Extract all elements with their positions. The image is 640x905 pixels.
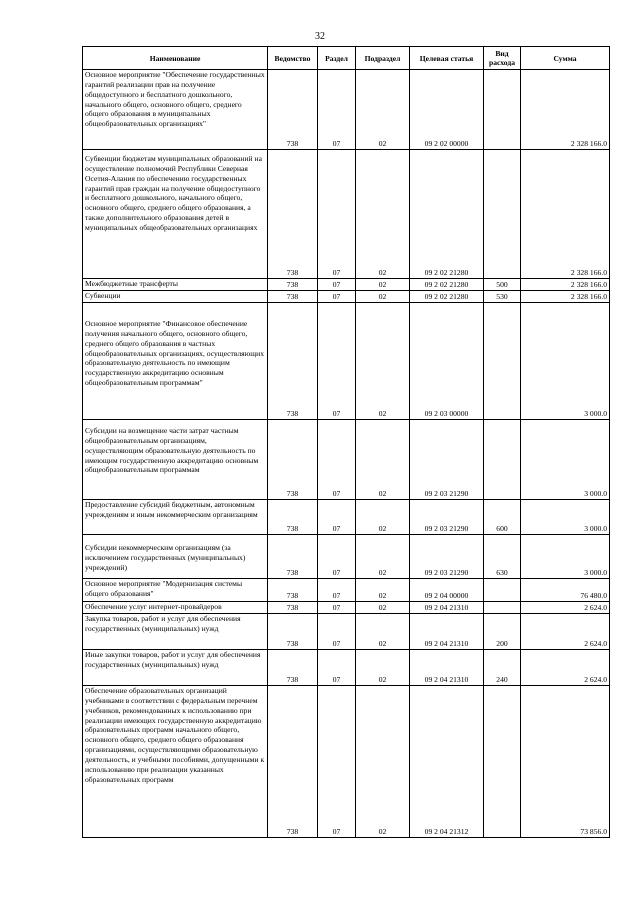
row-podrazdel: 02 <box>356 303 410 420</box>
row-name: Предоставление субсидий бюджетным, автономным учреждениям и иным некоммерческим организациям <box>83 500 268 535</box>
table-row <box>83 500 610 535</box>
row-sum: 2 624.0 <box>521 650 610 686</box>
row-razdel: 07 <box>318 500 356 535</box>
row-vedomstvo: 738 <box>268 303 318 420</box>
row-name: Обеспечение услуг интернет-провайдеров <box>83 602 268 614</box>
row-sum: 3 000.0 <box>521 535 610 579</box>
table-row <box>83 614 610 650</box>
row-razdel: 07 <box>318 579 356 602</box>
row-sum: 2 328 166.0 <box>521 70 610 150</box>
row-target: 09 2 03 00000 <box>410 303 484 420</box>
row-podrazdel: 02 <box>356 579 410 602</box>
row-target: 09 2 03 21290 <box>410 500 484 535</box>
table-row <box>83 602 610 614</box>
row-vedomstvo: 738 <box>268 279 318 291</box>
row-vid: 630 <box>484 535 521 579</box>
row-name: Межбюджетные трансферты <box>83 279 268 291</box>
row-vid <box>484 420 521 500</box>
table-row <box>83 150 610 279</box>
row-target: 09 2 04 21310 <box>410 602 484 614</box>
row-name: Субвенции бюджетам муниципальных образований на осуществление полномочий Республики Северная Осетия-Алания по обеспечению государственных гарантий прав граждан на получение общедоступного и бесплатного дошкольного, начального общего, основного общего, среднего общего образования, а также дополнительного образования детей в муниципальных общеобразовательных организациях <box>83 150 268 279</box>
row-target: 09 2 04 21310 <box>410 650 484 686</box>
header-razdel: Раздел <box>318 47 356 70</box>
row-vid <box>484 579 521 602</box>
row-vedomstvo: 738 <box>268 150 318 279</box>
row-razdel: 07 <box>318 279 356 291</box>
row-target: 09 2 03 21290 <box>410 535 484 579</box>
row-target: 09 2 02 21280 <box>410 279 484 291</box>
row-name: Основное мероприятие "Обеспечение государственных гарантий реализации прав на получение общедоступного и бесплатного дошкольного, начального общего, основного общего, среднего общего образования в муниципальных общеобразовательных организациях" <box>83 70 268 150</box>
row-razdel: 07 <box>318 614 356 650</box>
header-vedomstvo: Ведомство <box>268 47 318 70</box>
row-name: Субсидии некоммерческим организациям (за исключением государственных (муниципальных) учреждений) <box>83 535 268 579</box>
row-vedomstvo: 738 <box>268 614 318 650</box>
row-vedomstvo: 738 <box>268 70 318 150</box>
header-target: Целевая статья <box>410 47 484 70</box>
row-vid <box>484 150 521 279</box>
row-razdel: 07 <box>318 70 356 150</box>
table-row <box>83 650 610 686</box>
row-target: 09 2 04 00000 <box>410 579 484 602</box>
row-name: Основное мероприятие "Финансовое обеспечение получения начального общего, основного общего, среднего общего образования в частных общеобразовательных организациях, осуществляющих образовательную деятельность по имеющим государственную аккредитацию основным общеобразовательным программам" <box>83 303 268 420</box>
row-vid: 240 <box>484 650 521 686</box>
row-razdel: 07 <box>318 686 356 838</box>
row-name: Закупка товаров, работ и услуг для обеспечения государственных (муниципальных) нужд <box>83 614 268 650</box>
row-podrazdel: 02 <box>356 535 410 579</box>
table-row <box>83 420 610 500</box>
row-vedomstvo: 738 <box>268 420 318 500</box>
row-vedomstvo: 738 <box>268 579 318 602</box>
row-name: Иные закупки товаров, работ и услуг для обеспечения государственных (муниципальных) нужд <box>83 650 268 686</box>
table-row <box>83 686 610 838</box>
row-vid <box>484 303 521 420</box>
row-target: 09 2 03 21290 <box>410 420 484 500</box>
table-row <box>83 70 610 150</box>
row-razdel: 07 <box>318 303 356 420</box>
row-sum: 2 328 166.0 <box>521 150 610 279</box>
row-sum: 2 328 166.0 <box>521 291 610 303</box>
row-razdel: 07 <box>318 602 356 614</box>
row-name: Обеспечение образовательных организаций учебниками в соответствии с федеральным перечнем учебников, рекомендованных к использованию при реализации имеющих государственную аккредитацию образовательных программ начального общего, основного общего, среднего общего образования организациями, осуществляющими образовательную деятельность, и учебными пособиями, допущенными к использованию при реализации указанных образовательных программ <box>83 686 268 838</box>
header-sum: Сумма <box>521 47 610 70</box>
row-sum: 2 624.0 <box>521 602 610 614</box>
row-vid <box>484 602 521 614</box>
row-vedomstvo: 738 <box>268 291 318 303</box>
row-vedomstvo: 738 <box>268 602 318 614</box>
row-sum: 3 000.0 <box>521 303 610 420</box>
row-sum: 2 624.0 <box>521 614 610 650</box>
row-target: 09 2 02 21280 <box>410 291 484 303</box>
table-row <box>83 291 610 303</box>
row-vid <box>484 686 521 838</box>
row-sum: 3 000.0 <box>521 420 610 500</box>
row-vid: 500 <box>484 279 521 291</box>
table-row <box>83 279 610 291</box>
row-sum: 76 480.0 <box>521 579 610 602</box>
row-vid: 600 <box>484 500 521 535</box>
row-podrazdel: 02 <box>356 650 410 686</box>
row-podrazdel: 02 <box>356 602 410 614</box>
row-name: Субвенции <box>83 291 268 303</box>
table-row <box>83 535 610 579</box>
row-podrazdel: 02 <box>356 420 410 500</box>
row-podrazdel: 02 <box>356 291 410 303</box>
row-sum: 2 328 166.0 <box>521 279 610 291</box>
row-vid: 530 <box>484 291 521 303</box>
row-target: 09 2 02 21280 <box>410 150 484 279</box>
row-vedomstvo: 738 <box>268 686 318 838</box>
row-sum: 3 000.0 <box>521 500 610 535</box>
row-podrazdel: 02 <box>356 500 410 535</box>
row-sum: 73 856.0 <box>521 686 610 838</box>
row-razdel: 07 <box>318 535 356 579</box>
row-podrazdel: 02 <box>356 279 410 291</box>
row-vid <box>484 70 521 150</box>
page-number: 32 <box>315 31 325 42</box>
row-vedomstvo: 738 <box>268 500 318 535</box>
row-razdel: 07 <box>318 150 356 279</box>
row-target: 09 2 02 00000 <box>410 70 484 150</box>
table-header-row <box>83 47 610 70</box>
row-podrazdel: 02 <box>356 686 410 838</box>
row-razdel: 07 <box>318 420 356 500</box>
table-row <box>83 303 610 420</box>
row-vid: 200 <box>484 614 521 650</box>
row-podrazdel: 02 <box>356 614 410 650</box>
header-podrazdel: Подраздел <box>356 47 410 70</box>
table-body <box>83 70 610 838</box>
table-row <box>83 579 610 602</box>
row-razdel: 07 <box>318 650 356 686</box>
row-vedomstvo: 738 <box>268 535 318 579</box>
header-name: Наименование <box>83 47 268 70</box>
row-podrazdel: 02 <box>356 70 410 150</box>
budget-table <box>82 46 610 838</box>
row-podrazdel: 02 <box>356 150 410 279</box>
row-target: 09 2 04 21310 <box>410 614 484 650</box>
row-target: 09 2 04 21312 <box>410 686 484 838</box>
row-name: Основное мероприятие "Модернизация системы общего образования" <box>83 579 268 602</box>
row-razdel: 07 <box>318 291 356 303</box>
row-vedomstvo: 738 <box>268 650 318 686</box>
row-name: Субсидии на возмещение части затрат частным общеобразовательным организациям, осуществляющим образовательную деятельность по имеющим государственную аккредитацию основным общеобразовательным программам <box>83 420 268 500</box>
header-vid: Вид расхода <box>484 47 521 70</box>
